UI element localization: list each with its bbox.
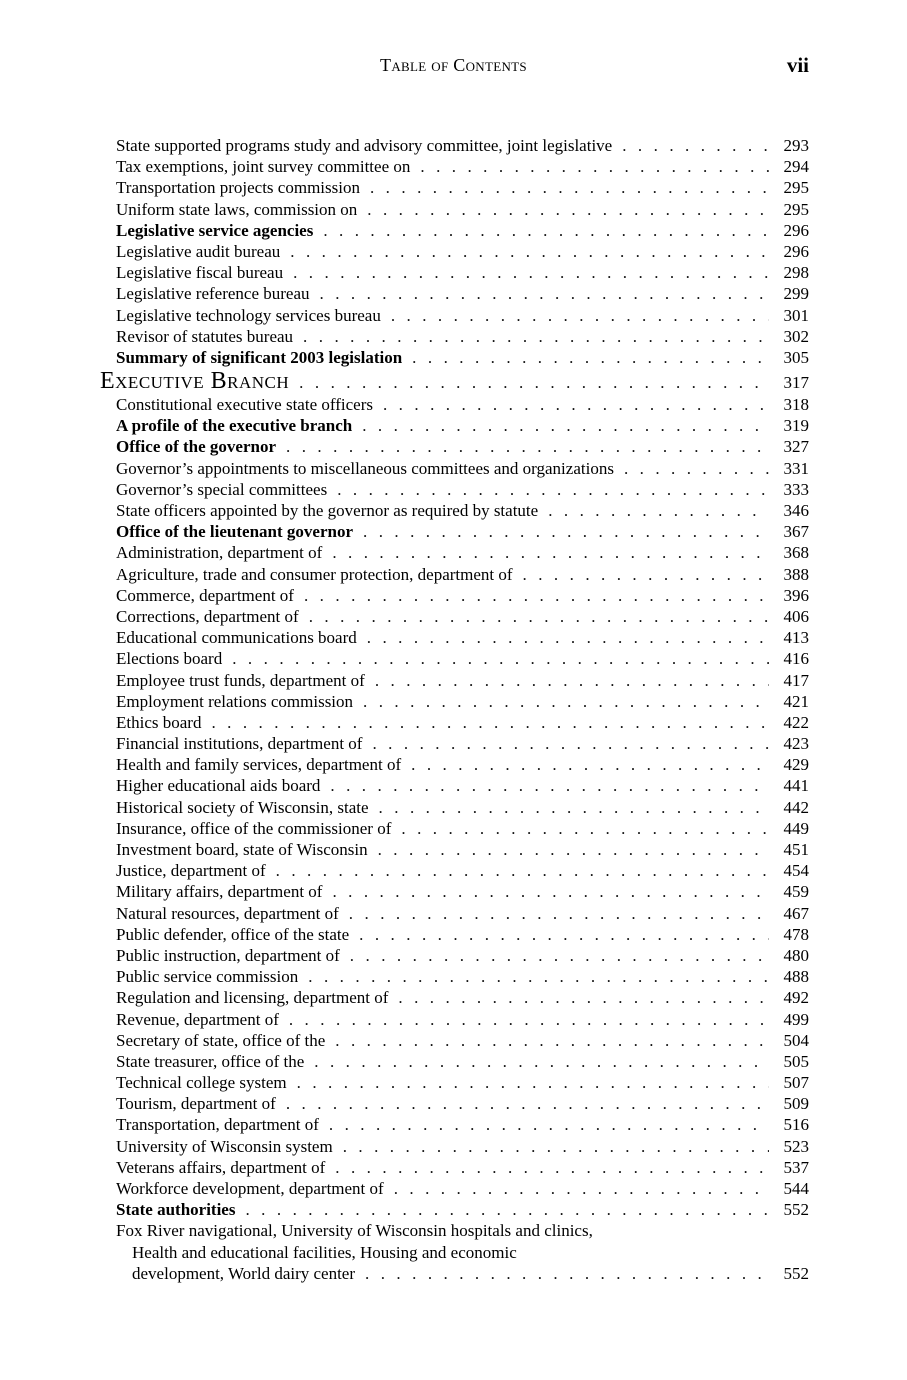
- toc-entry-title: Legislative reference bureau: [116, 284, 310, 304]
- toc-entry-page: 327: [783, 437, 809, 457]
- dot-leader: [622, 135, 769, 156]
- toc-entry-title: University of Wisconsin system: [116, 1136, 333, 1156]
- toc-entry: [116, 860, 809, 881]
- dot-leader: [365, 1263, 769, 1284]
- toc-entry: [116, 1136, 809, 1157]
- toc-entry-page: 480: [783, 945, 809, 965]
- toc-entry-page: 421: [783, 691, 809, 711]
- toc-entry-page: 516: [783, 1115, 809, 1135]
- toc-entry-page: 429: [783, 755, 809, 775]
- toc-entry-page: 333: [783, 479, 809, 499]
- toc-entry-page: 413: [783, 628, 809, 648]
- toc-entry-title-line: development, World dairy center: [132, 1263, 356, 1283]
- toc-entry-page: 296: [783, 241, 809, 261]
- toc-entry-title: State authorities: [116, 1200, 236, 1220]
- toc-entry-title: Employment relations commission: [116, 691, 354, 711]
- toc-entry: [116, 775, 809, 796]
- dot-leader: [383, 394, 769, 415]
- toc-entry-title: Legislative audit bureau: [116, 241, 281, 261]
- toc-entry-title: Public defender, office of the state: [116, 924, 350, 944]
- toc-entry: [116, 903, 809, 924]
- toc-entry-page: 305: [783, 347, 809, 367]
- toc-entry: [116, 1157, 809, 1178]
- dot-leader: [289, 1009, 769, 1030]
- dot-leader: [211, 712, 769, 733]
- toc-entry: [116, 1093, 809, 1114]
- toc-entry: [116, 220, 809, 241]
- toc-entry-title: State supported programs study and advisory committee, joint legislative: [116, 136, 613, 155]
- toc-entry-title: Administration, department of: [116, 543, 323, 563]
- toc-entry: [116, 1199, 809, 1220]
- toc-entry-title: Uniform state laws, commission on: [116, 199, 358, 219]
- toc-entry-page: 459: [783, 882, 809, 902]
- dot-leader: [314, 1051, 769, 1072]
- toc-entry-title: Executive Branch: [100, 368, 290, 395]
- toc-entry-page: 499: [783, 1009, 809, 1029]
- toc-entry-title: Legislative service agencies: [116, 220, 314, 240]
- toc-entry-title: Public service commission: [116, 967, 299, 987]
- toc-section-heading: [100, 368, 809, 394]
- toc-entry-page: 492: [783, 988, 809, 1008]
- toc-entry: [116, 241, 809, 262]
- toc-entry: [116, 394, 809, 415]
- toc-entry: [116, 839, 809, 860]
- dot-leader: [232, 648, 769, 669]
- toc-entry-title: Higher educational aids board: [116, 776, 321, 796]
- toc-entry-title: Transportation, department of: [116, 1115, 319, 1135]
- dot-leader: [379, 797, 769, 818]
- toc-entry: [116, 881, 809, 902]
- toc-entry: [116, 542, 809, 563]
- dot-leader: [330, 775, 769, 796]
- toc-entry-page: 388: [783, 564, 809, 584]
- toc-entry: [116, 691, 809, 712]
- toc-entry-title: Governor’s appointments to miscellaneous committees and organizations: [116, 458, 614, 478]
- toc-entry-page: 451: [783, 840, 809, 859]
- toc-entry-title: Tax exemptions, joint survey committee on: [116, 157, 411, 177]
- toc-entry-title: Justice, department of: [116, 861, 266, 881]
- toc-entry-title: Governor’s special committees: [116, 479, 328, 499]
- toc-entry-page: 467: [783, 903, 809, 923]
- dot-leader: [323, 220, 769, 241]
- dot-leader: [350, 945, 769, 966]
- toc-entry-page: 507: [783, 1073, 809, 1093]
- dot-leader: [337, 479, 769, 500]
- toc-entry: [116, 1051, 809, 1072]
- dot-leader: [523, 564, 769, 585]
- toc-entry-title: Tourism, department of: [116, 1094, 276, 1114]
- toc-entry: [116, 436, 809, 457]
- toc-entry-page: 294: [783, 157, 809, 177]
- toc-entry: [116, 606, 809, 627]
- dot-leader: [548, 500, 769, 521]
- dot-leader: [335, 1157, 769, 1178]
- dot-leader: [420, 156, 769, 177]
- dot-leader: [290, 241, 769, 262]
- toc-entry: [116, 945, 809, 966]
- dot-leader: [309, 606, 769, 627]
- toc-entry-page: 442: [783, 797, 809, 817]
- dot-leader: [624, 458, 769, 479]
- toc-entry-title: Ethics board: [116, 712, 202, 732]
- toc-entry-page: 396: [783, 585, 809, 605]
- toc-entry: [116, 585, 809, 606]
- toc-entry-page: 504: [783, 1030, 809, 1050]
- toc-entry: [116, 326, 809, 347]
- toc-entry: [116, 648, 809, 669]
- toc-entry-title: Commerce, department of: [116, 585, 294, 605]
- toc-entry-title: Insurance, office of the commissioner of: [116, 818, 392, 838]
- dot-leader: [378, 839, 769, 860]
- toc-entry-page: 523: [783, 1136, 809, 1156]
- dot-leader: [343, 1136, 769, 1157]
- toc-entry: [116, 733, 809, 754]
- dot-leader: [375, 670, 769, 691]
- toc-entry-title: Corrections, department of: [116, 606, 299, 626]
- toc-entry-page: 296: [783, 220, 809, 240]
- toc-entry: [116, 479, 809, 500]
- toc-entry: [116, 1009, 809, 1030]
- toc-entry-title: Constitutional executive state officers: [116, 395, 373, 415]
- dot-leader: [286, 1093, 769, 1114]
- dot-leader: [362, 415, 769, 436]
- toc-entry-page: 505: [783, 1051, 809, 1071]
- toc-entry-title: State treasurer, office of the: [116, 1051, 305, 1071]
- toc-entry-page: 299: [783, 284, 809, 304]
- dot-leader: [304, 585, 769, 606]
- toc-entry: [116, 1072, 809, 1093]
- toc-entry-page: 417: [783, 670, 809, 690]
- toc-entry-title: Employee trust funds, department of: [116, 670, 365, 690]
- toc-entry: [116, 262, 809, 283]
- toc-entry-page: 441: [783, 776, 809, 796]
- toc-entry-title: A profile of the executive branch: [116, 416, 353, 436]
- toc-entry-title: Investment board, state of Wisconsin: [116, 840, 368, 859]
- toc-entry-title: Summary of significant 2003 legislation: [116, 347, 403, 367]
- dot-leader: [398, 987, 769, 1008]
- toc-entry-page: 422: [783, 712, 809, 732]
- toc-entry-title: Financial institutions, department of: [116, 734, 363, 754]
- toc-entry-title: Military affairs, department of: [116, 882, 323, 902]
- dot-leader: [367, 199, 769, 220]
- toc-entry-page: 406: [783, 606, 809, 626]
- toc-entry: [116, 305, 809, 326]
- toc-entry-page: 319: [783, 416, 809, 436]
- dot-leader: [297, 1072, 769, 1093]
- toc-entry-page: 509: [783, 1094, 809, 1114]
- toc-entry: [116, 754, 809, 775]
- dot-leader: [335, 1030, 769, 1051]
- toc-entry-title: Educational communications board: [116, 628, 357, 648]
- toc-entry-title: Historical society of Wisconsin, state: [116, 797, 369, 817]
- page-header: [0, 55, 907, 79]
- toc-entry: [116, 564, 809, 585]
- dot-leader: [394, 1178, 769, 1199]
- toc-entry: [116, 283, 809, 304]
- toc-entry-page: 331: [783, 458, 809, 478]
- toc-entry-title: Revisor of statutes bureau: [116, 326, 294, 346]
- toc-entry-page: 293: [783, 136, 809, 155]
- toc-entry: [116, 458, 809, 479]
- running-title: Table of Contents: [380, 55, 527, 75]
- toc-entry-title: Office of the governor: [116, 437, 277, 457]
- toc-entry-title: Technical college system: [116, 1073, 287, 1093]
- toc-entry-page: 346: [783, 501, 809, 520]
- toc-entry-page: 298: [783, 263, 809, 283]
- toc-entry-page: 295: [783, 178, 809, 198]
- toc-entry-title: Public instruction, department of: [116, 945, 340, 965]
- toc-entry: [116, 818, 809, 839]
- toc-entry: [116, 415, 809, 436]
- toc-entry-title: Regulation and licensing, department of: [116, 988, 389, 1008]
- toc-entry-title-line: Health and educational facilities, Housing and economic: [132, 1242, 517, 1262]
- toc-entry: [116, 1030, 809, 1051]
- table-of-contents: [100, 135, 809, 1284]
- toc-entry: [116, 156, 809, 177]
- toc-entry-title: Veterans affairs, department of: [116, 1157, 326, 1177]
- dot-leader: [412, 347, 769, 368]
- dot-leader: [332, 542, 769, 563]
- toc-entry-page: 488: [783, 967, 809, 987]
- dot-leader: [363, 691, 769, 712]
- toc-entry: [116, 135, 809, 156]
- toc-entry: [116, 966, 809, 987]
- dot-leader: [286, 436, 769, 457]
- dot-leader: [372, 733, 769, 754]
- toc-entry: [116, 1178, 809, 1199]
- toc-entry-title: Transportation projects commission: [116, 178, 360, 198]
- dot-leader: [332, 881, 769, 902]
- toc-entry: [116, 347, 809, 368]
- dot-leader: [303, 326, 769, 347]
- toc-entry-page: 537: [783, 1157, 809, 1177]
- toc-entry: [116, 199, 809, 220]
- toc-entry-title: Legislative fiscal bureau: [116, 263, 284, 283]
- toc-entry-page: 302: [783, 326, 809, 346]
- toc-entry-page: 301: [783, 305, 809, 325]
- toc-entry: [116, 1114, 809, 1135]
- toc-entry-page: 552: [783, 1263, 809, 1283]
- toc-entry-title: Agriculture, trade and consumer protection, department of: [116, 564, 513, 584]
- toc-entry: [116, 627, 809, 648]
- dot-leader: [349, 903, 769, 924]
- dot-leader: [359, 924, 769, 945]
- toc-entry-page: 449: [783, 818, 809, 838]
- toc-entry-page: 552: [783, 1200, 809, 1220]
- toc-entry: [116, 670, 809, 691]
- toc-entry-title: Natural resources, department of: [116, 903, 339, 923]
- toc-entry-page: 423: [783, 734, 809, 754]
- toc-entry-page: 318: [783, 395, 809, 415]
- dot-leader: [245, 1199, 769, 1220]
- dot-leader: [391, 305, 769, 326]
- toc-entry: [116, 797, 809, 818]
- toc-entry: [116, 712, 809, 733]
- toc-entry-page: 317: [783, 373, 809, 393]
- toc-entry: [116, 500, 809, 521]
- toc-entry-title: Secretary of state, office of the: [116, 1030, 326, 1050]
- dot-leader: [276, 860, 769, 881]
- toc-entry-page: 368: [783, 543, 809, 563]
- dot-leader: [329, 1114, 769, 1135]
- toc-entry-page: 544: [783, 1179, 809, 1198]
- toc-entry-title: Workforce development, department of: [116, 1179, 384, 1198]
- dot-leader: [299, 370, 769, 396]
- toc-entry-title: State officers appointed by the governor as required by statute: [116, 501, 539, 520]
- toc-entry: [116, 924, 809, 945]
- toc-entry-page: 454: [783, 861, 809, 881]
- toc-entry-title: Legislative technology services bureau: [116, 305, 381, 325]
- toc-entry-title: Office of the lieutenant governor: [116, 522, 353, 542]
- dot-leader: [293, 262, 769, 283]
- toc-entry-page: 367: [783, 522, 809, 542]
- dot-leader: [320, 283, 770, 304]
- dot-leader: [370, 177, 769, 198]
- dot-leader: [411, 754, 769, 775]
- dot-leader: [363, 521, 769, 542]
- dot-leader: [308, 966, 769, 987]
- toc-entry: [116, 1263, 809, 1284]
- toc-entry: [116, 177, 809, 198]
- toc-entry-page: 295: [783, 199, 809, 219]
- toc-entry: [116, 521, 809, 542]
- toc-entry: [116, 987, 809, 1008]
- toc-entry-title: Health and family services, department of: [116, 755, 402, 775]
- toc-entry-title: Revenue, department of: [116, 1009, 279, 1029]
- page-number: vii: [786, 53, 809, 77]
- toc-entry-title-line: Fox River navigational, University of Wisconsin hospitals and clinics,: [116, 1221, 593, 1241]
- toc-entry-page: 478: [783, 924, 809, 944]
- dot-leader: [367, 627, 769, 648]
- dot-leader: [401, 818, 769, 839]
- toc-entry-page: 416: [783, 649, 809, 669]
- toc-entry-title: Elections board: [116, 649, 223, 669]
- toc-entry-multiline: [116, 1220, 809, 1284]
